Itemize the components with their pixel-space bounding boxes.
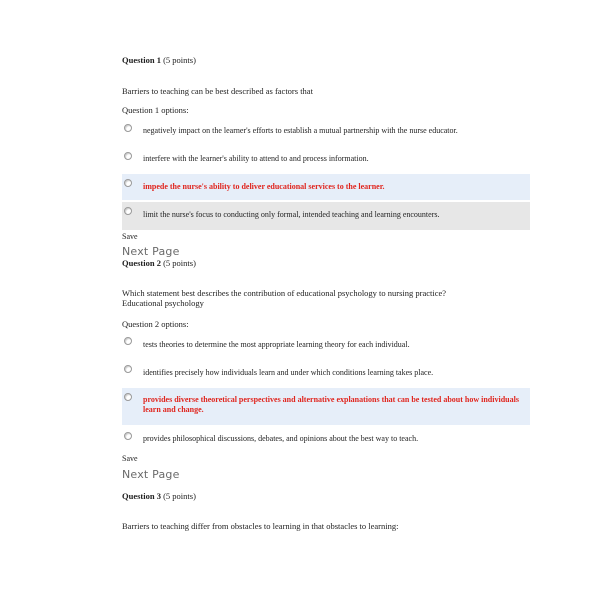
radio-button[interactable] xyxy=(124,432,132,440)
option-text: impede the nurse's ability to deliver educational services to the learner. xyxy=(143,182,385,191)
question-2-options-label: Question 2 options: xyxy=(122,319,189,329)
radio-button[interactable] xyxy=(124,393,132,401)
radio-button[interactable] xyxy=(124,337,132,345)
radio-button[interactable] xyxy=(124,152,132,160)
option-text: negatively impact on the learner's efforts to establish a mutual partnership with the nurse educator. xyxy=(143,126,458,135)
option-text: provides philosophical discussions, debates, and opinions about the best way to teach. xyxy=(143,434,419,443)
question-1-header xyxy=(122,55,196,65)
option-text: tests theories to determine the most appropriate learning theory for each individual. xyxy=(143,340,410,349)
q2-option-4[interactable] xyxy=(122,427,530,449)
question-2-label: Question 2 xyxy=(122,258,161,268)
question-3-label: Question 3 xyxy=(122,491,161,501)
q1-save-button[interactable]: Save xyxy=(122,232,138,241)
radio-button[interactable] xyxy=(124,124,132,132)
q1-next-page-link[interactable]: Next Page xyxy=(122,245,180,258)
radio-button[interactable] xyxy=(124,179,132,187)
q2-next-page-link[interactable]: Next Page xyxy=(122,468,180,481)
radio-button[interactable] xyxy=(124,207,132,215)
question-3-header xyxy=(122,491,196,501)
q1-option-4[interactable] xyxy=(122,202,530,230)
q2-option-1[interactable] xyxy=(122,332,530,356)
option-text: identifies precisely how individuals learn and under which conditions learning takes place. xyxy=(143,368,434,377)
question-2-prompt-line2: Educational psychology xyxy=(122,298,204,308)
question-1-options-label: Question 1 options: xyxy=(122,105,189,115)
q2-save-button[interactable]: Save xyxy=(122,454,138,463)
q2-option-3-selected[interactable] xyxy=(122,388,530,425)
q2-option-2[interactable] xyxy=(122,360,530,384)
question-2-prompt: Which statement best describes the contribution of educational psychology to nursing practice? xyxy=(122,288,447,298)
question-1-points: (5 points) xyxy=(163,55,196,65)
radio-button[interactable] xyxy=(124,365,132,373)
option-text: provides diverse theoretical perspectives and alternative explanations that can be tested about how individuals learn and change. xyxy=(143,395,519,414)
q1-option-1[interactable] xyxy=(122,119,530,141)
question-1-label: Question 1 xyxy=(122,55,161,65)
option-text: interfere with the learner's ability to attend to and process information. xyxy=(143,154,369,163)
question-1-prompt: Barriers to teaching can be best described as factors that xyxy=(122,86,313,96)
question-3-prompt: Barriers to teaching differ from obstacles to learning in that obstacles to learning: xyxy=(122,521,399,531)
question-3-points: (5 points) xyxy=(163,491,196,501)
q1-option-3-selected[interactable] xyxy=(122,174,530,200)
question-2-header xyxy=(122,258,196,268)
q1-option-2[interactable] xyxy=(122,147,530,169)
question-2-points: (5 points) xyxy=(163,258,196,268)
option-text: limit the nurse's focus to conducting only formal, intended teaching and learning encounters. xyxy=(143,210,440,219)
